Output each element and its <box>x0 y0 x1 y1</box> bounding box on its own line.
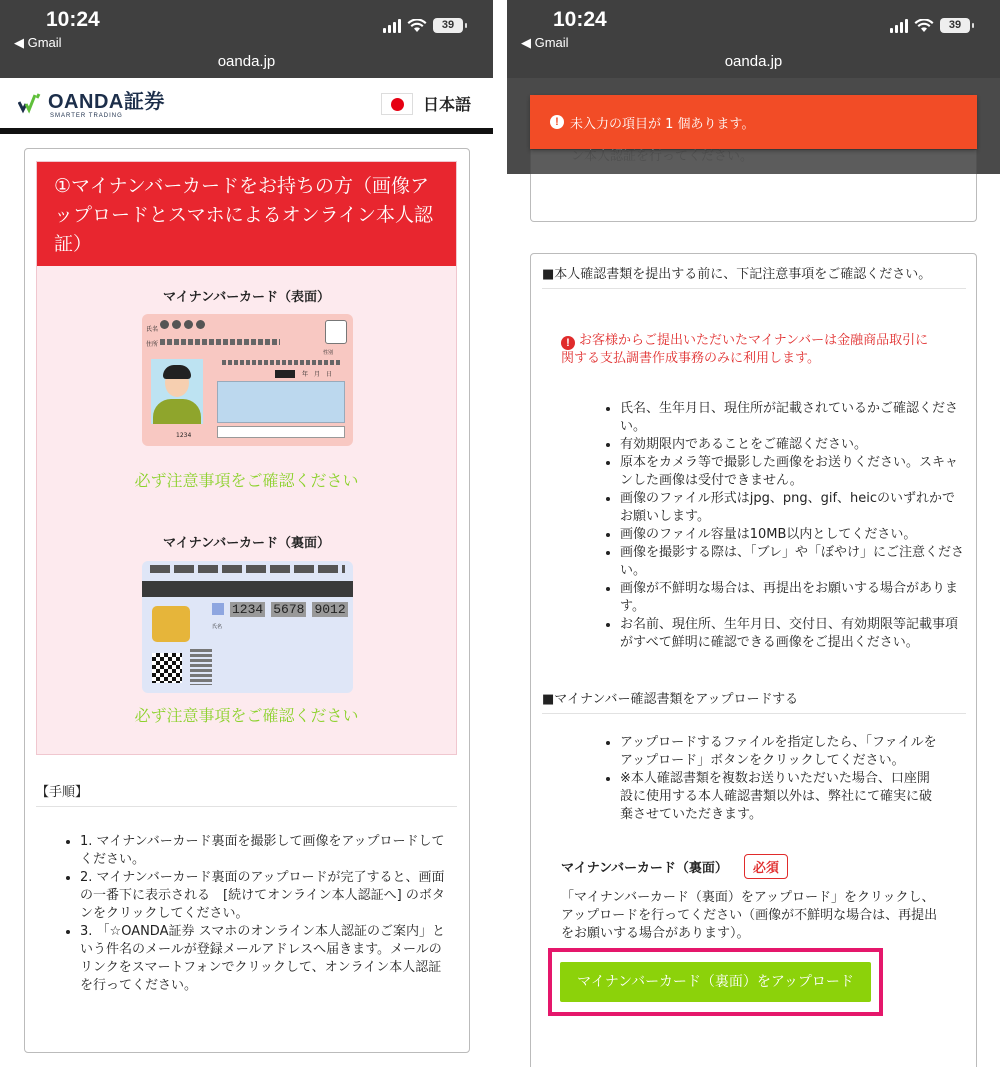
status-icons <box>383 18 463 33</box>
dob-placeholder <box>222 360 342 365</box>
alert-icon: ! <box>561 336 575 350</box>
magnetic-strip <box>142 581 353 597</box>
ic-chip-icon <box>152 606 190 642</box>
qr-code-icon <box>152 653 182 683</box>
card-number-group <box>230 602 348 617</box>
cellular-signal-icon <box>890 19 908 33</box>
error-toast <box>530 95 977 149</box>
address-bar[interactable]: oanda.jp <box>724 53 783 70</box>
back-warning-link[interactable]: 必ず注意事項をご確認ください <box>134 706 359 725</box>
document-upload-card <box>530 253 977 1067</box>
seal-icon <box>325 320 347 344</box>
back-to-gmail[interactable]: ◀ Gmail <box>14 35 62 50</box>
notes-heading: ■本人確認書類を提出する前に、下記注意事項をご確認ください。 <box>542 266 966 289</box>
mynumber-info-box <box>36 161 457 755</box>
section-title: ①マイナンバーカードをお持ちの方（画像アップロードとスマホによるオンライン本人認証） <box>37 162 456 266</box>
procedure-heading: 【手順】 <box>36 781 457 807</box>
wifi-icon <box>407 19 427 33</box>
list-item: • 画像のファイル形式はjpg、png、gif、heicのいずれかでお願いします。 <box>620 490 966 526</box>
list-item: • 画像を撮影する際は、「ブレ」や「ぼやけ」にご注意ください。 <box>620 544 966 580</box>
back-text-lines <box>190 649 212 685</box>
info-grid <box>217 381 345 423</box>
card-date-label: 年 月 日 <box>302 371 333 378</box>
list-item: • 2. マイナンバーカード裏面のアップロードが完了すると、画面の一番下に表示される [続けてオンライン本人認証へ] のボタンをクリックしてください。 <box>80 869 449 923</box>
list-item: • アップロードするファイルを指定したら、「ファイルをアップロード」ボタンをクリックしてください。 <box>620 734 942 770</box>
mynumber-alert <box>561 332 941 368</box>
back-card-image <box>142 561 353 693</box>
list-item: • 氏名、生年月日、現住所が記載されているかご確認ください。 <box>620 400 966 436</box>
portrait-photo <box>151 359 203 424</box>
upload-notes-list <box>542 734 942 824</box>
card-address-label: 住所 <box>146 341 159 348</box>
back-to-gmail[interactable]: ◀ Gmail <box>521 35 569 50</box>
field-label-row <box>561 854 788 879</box>
front-card-label: マイナンバーカード（表面） <box>163 290 330 305</box>
status-bar <box>0 0 493 78</box>
notes-list <box>542 400 966 652</box>
upload-instruction: 「マイナンバーカード（裏面）をアップロード」をクリックし、アップロードを行ってください（画像が不鮮明な場合は、再提出をお願いする場合があります）。 <box>561 890 938 941</box>
back-top-strip <box>150 565 345 573</box>
list-item: • 原本をカメラ等で撮影した画像をお送りください。スキャンした画像は受付できません。 <box>620 454 966 490</box>
card-number-part-2: 5678 <box>273 602 305 617</box>
blue-square <box>212 603 224 615</box>
logo-suffix: 証券 <box>123 91 165 113</box>
alert-text: お客様からご提出いただいたマイナンバーは金融商品取引に関する支払調書作成事務のみに利用します。 <box>561 333 929 366</box>
address-bar[interactable]: oanda.jp <box>217 53 276 70</box>
status-bar <box>507 0 1000 78</box>
number-box <box>217 426 345 438</box>
front-warning-link[interactable]: 必ず注意事項をご確認ください <box>134 471 359 490</box>
mynumber-section-card <box>24 148 470 1053</box>
list-item: • 画像のファイル容量は10MB以内としてください。 <box>620 526 966 544</box>
card-number: 1234 <box>176 432 192 439</box>
address-placeholder <box>160 339 280 345</box>
site-header <box>0 78 493 134</box>
logo-tagline: SMARTER TRADING <box>50 113 123 119</box>
procedure-section <box>36 781 457 995</box>
list-item: • 1. マイナンバーカード裏面を撮影して画像をアップロードしてください。 <box>80 833 449 869</box>
front-card-image <box>142 314 353 446</box>
list-item: • お名前、現住所、生年月日、交付日、有効期限等記載事項がすべて鮮明に確認できる画像をご提出ください。 <box>620 616 966 652</box>
oanda-logo[interactable] <box>18 92 165 119</box>
card-sex-label: 性別 <box>322 350 333 356</box>
battery-icon: 39 <box>940 18 970 33</box>
back-card-label: マイナンバーカード（裏面） <box>163 536 330 551</box>
left-screen <box>0 0 493 1067</box>
toast-message: 未入力の項目が 1 個あります。 <box>570 116 755 132</box>
dim-overlay <box>530 150 977 174</box>
right-screen <box>507 0 1000 1067</box>
card-name-label: 氏名 <box>146 326 159 333</box>
upload-back-card-button[interactable]: マイナンバーカード（裏面）をアップロード <box>560 962 871 1002</box>
list-item: • ※本人確認書類を複数お送りいただいた場合、口座開設に使用する本人確認書類以外は、弊社にて確実に破棄させていただきます。 <box>620 770 942 824</box>
list-item: • 画像が不鮮明な場合は、再提出をお願いする場合があります。 <box>620 580 966 616</box>
card-number-part-1: 1234 <box>232 602 264 617</box>
procedure-steps <box>36 833 457 995</box>
field-label: マイナンバーカード（裏面） <box>561 861 728 876</box>
oanda-logo-icon <box>18 92 44 114</box>
cellular-signal-icon <box>383 19 401 33</box>
birth-block <box>275 370 295 378</box>
status-time: 10:24 <box>553 8 607 31</box>
logo-text: OANDA <box>48 91 124 113</box>
wifi-icon <box>914 19 934 33</box>
error-icon: ! <box>550 115 564 129</box>
list-item: • 3. 「☆OANDA証券 スマホのオンライン本人認証のご案内」という件名のメールが登録メールアドレスへ届きます。メールのリンクをスマートフォンでクリックして、オンライン本人認証を行ってください。 <box>80 923 449 995</box>
japan-flag-icon <box>381 93 413 115</box>
language-selector[interactable] <box>381 92 471 115</box>
card-number-part-3: 9012 <box>314 602 346 617</box>
status-icons <box>890 18 970 33</box>
battery-icon: 39 <box>433 18 463 33</box>
language-label: 日本語 <box>422 95 471 114</box>
name-dots <box>160 320 205 329</box>
upload-heading: ■マイナンバー確認書類をアップロードする <box>542 688 966 714</box>
back-name-label: 氏名 <box>212 624 223 630</box>
required-badge: 必須 <box>744 854 788 879</box>
list-item: • 有効期限内であることをご確認ください。 <box>620 436 966 454</box>
status-time: 10:24 <box>46 8 100 31</box>
